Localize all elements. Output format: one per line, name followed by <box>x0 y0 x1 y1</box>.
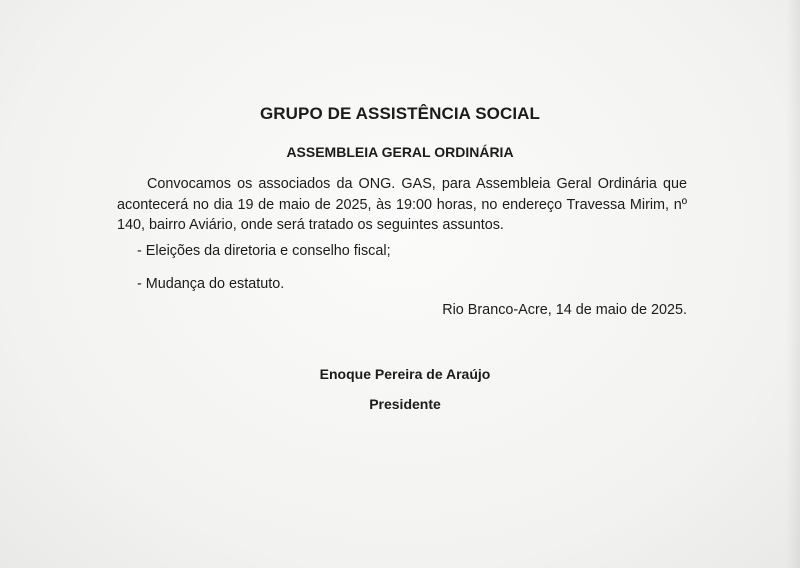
convocation-paragraph: Convocamos os associados da ONG. GAS, para Assembleia Geral Ordinária que acontecerá no dia 19 de maio de 2025, às 19:00 horas, no endereço Travessa Mirim, nº 140, bairro Aviário, onde será tratado os seguintes assuntos. <box>117 176 687 233</box>
document-title: GRUPO DE ASSISTÊNCIA SOCIAL <box>259 104 541 123</box>
signatory-name: Enoque Pereira de Araújo <box>319 366 491 382</box>
signatory-role: Presidente <box>369 396 441 412</box>
document-subtitle: ASSEMBLEIA GERAL ORDINÁRIA <box>286 144 514 160</box>
place-and-date: Rio Branco-Acre, 14 de maio de 2025. <box>442 302 687 318</box>
agenda-item: - Eleições da diretoria e conselho fiscal; <box>137 243 391 259</box>
paper-edge-shadow <box>786 0 800 568</box>
agenda-item: - Mudança do estatuto. <box>137 276 285 292</box>
